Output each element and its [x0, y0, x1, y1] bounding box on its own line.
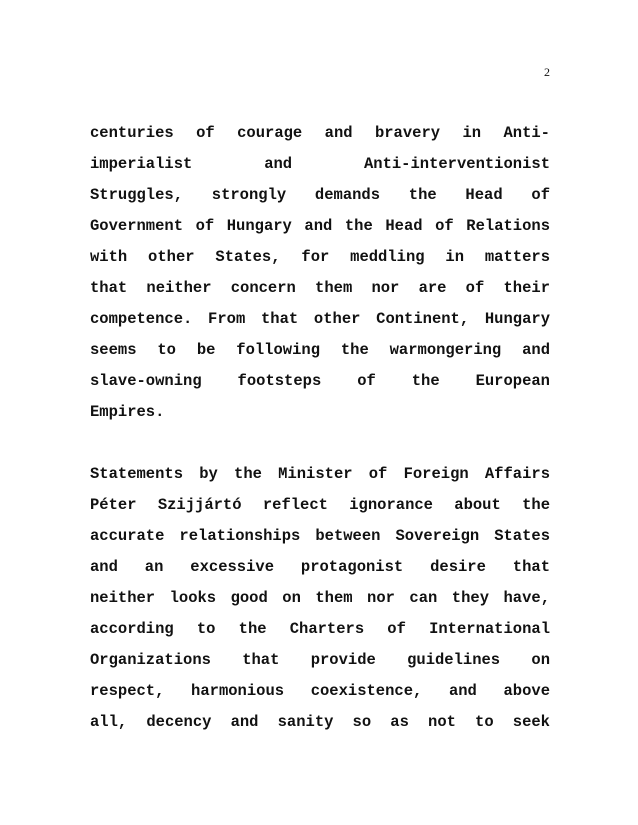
- text-line: Empires.: [90, 403, 165, 421]
- text-line: according to the Charters of International: [90, 620, 550, 638]
- text-line: Struggles, strongly demands the Head of: [90, 186, 550, 204]
- text-line: all, decency and sanity so as not to seek: [90, 713, 550, 731]
- text-line: accurate relationships between Sovereign States: [90, 527, 550, 545]
- text-line: Statements by the Minister of Foreign Affairs: [90, 465, 550, 483]
- text-line: neither looks good on them nor can they have,: [90, 589, 550, 607]
- paragraph-2: [90, 459, 550, 738]
- text-line: centuries of courage and bravery in Anti-: [90, 124, 550, 142]
- text-line: competence. From that other Continent, Hungary: [90, 310, 550, 328]
- text-line: seems to be following the warmongering and: [90, 341, 550, 359]
- text-line: slave-owning footsteps of the European: [90, 372, 550, 390]
- text-line: imperialist and Anti-interventionist: [90, 155, 550, 173]
- page-number: 2: [544, 65, 550, 79]
- text-line: respect, harmonious coexistence, and above: [90, 682, 550, 700]
- text-line: that neither concern them nor are of their: [90, 279, 550, 297]
- paragraph-1: [90, 118, 550, 428]
- text-line: and an excessive protagonist desire that: [90, 558, 550, 576]
- text-line: Organizations that provide guidelines on: [90, 651, 550, 669]
- text-line: Government of Hungary and the Head of Relations: [90, 217, 550, 235]
- text-line: with other States, for meddling in matters: [90, 248, 550, 266]
- text-line: Péter Szijjártó reflect ignorance about the: [90, 496, 550, 514]
